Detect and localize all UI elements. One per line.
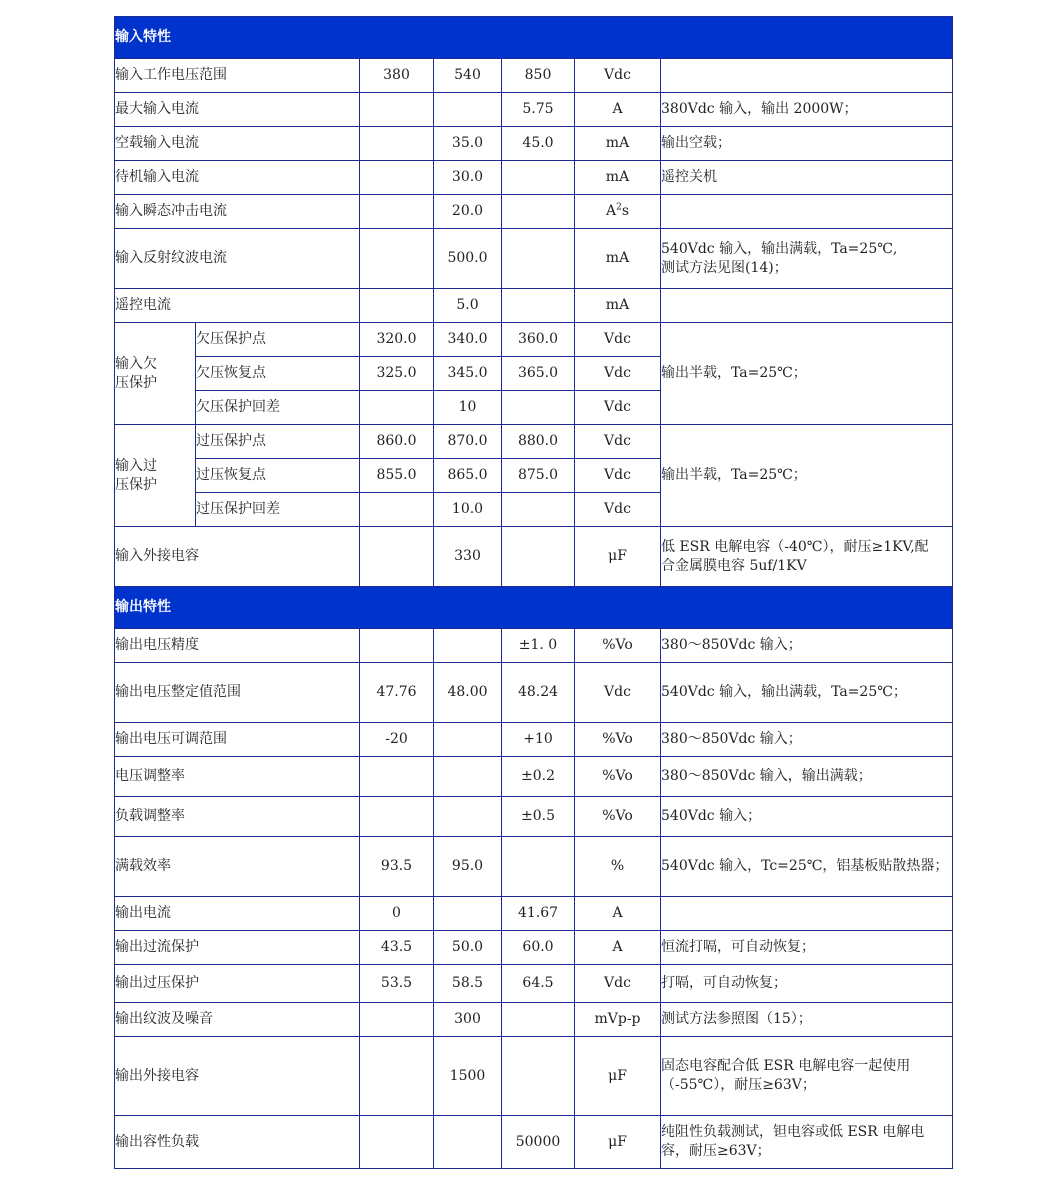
param-name: 输出电流: [115, 897, 360, 931]
unit: %Vo: [575, 629, 661, 663]
unit: %: [575, 837, 661, 897]
typ-value: 95.0: [434, 837, 502, 897]
min-value: [360, 1003, 434, 1037]
unit: mA: [575, 161, 661, 195]
unit-base: A: [605, 203, 617, 219]
typ-value: 35.0: [434, 127, 502, 161]
unit: Vdc: [575, 357, 661, 391]
table-row: [115, 897, 953, 931]
min-value: [360, 1037, 434, 1116]
min-value: [360, 527, 434, 587]
unit: Vdc: [575, 59, 661, 93]
typ-value: 5.0: [434, 289, 502, 323]
param-name: 输出电压精度: [115, 629, 360, 663]
typ-value: 340.0: [434, 323, 502, 357]
min-value: 320.0: [360, 323, 434, 357]
unit-superscript: 2: [616, 202, 622, 213]
param-name: 过压恢复点: [196, 459, 360, 493]
typ-value: 10.0: [434, 493, 502, 527]
note: [661, 289, 953, 323]
max-value: 41.67: [502, 897, 575, 931]
min-value: [360, 797, 434, 837]
param-name: 欠压恢复点: [196, 357, 360, 391]
group-label-line: 输入欠: [115, 355, 157, 372]
table-row: [115, 663, 953, 723]
unit: μF: [575, 1116, 661, 1169]
min-value: [360, 391, 434, 425]
note: 380Vdc 输入，输出 2000W；: [661, 93, 953, 127]
unit-tail: s: [621, 203, 630, 219]
param-name: 输出外接电容: [115, 1037, 360, 1116]
param-name: 输出容性负载: [115, 1116, 360, 1169]
min-value: 855.0: [360, 459, 434, 493]
table-row: [115, 323, 953, 357]
min-value: [360, 93, 434, 127]
table-row: [115, 723, 953, 757]
section-header-input: [115, 17, 953, 59]
typ-value: 300: [434, 1003, 502, 1037]
note: [661, 59, 953, 93]
unit: μF: [575, 527, 661, 587]
unit: Vdc: [575, 459, 661, 493]
table-row: [115, 161, 953, 195]
table-row: [115, 93, 953, 127]
min-value: 325.0: [360, 357, 434, 391]
table-row: [115, 797, 953, 837]
param-name: 负载调整率: [115, 797, 360, 837]
max-value: [502, 229, 575, 289]
note-line: 低 ESR 电解电容（-40℃），耐压≥1KV,配: [661, 538, 929, 555]
unit: %Vo: [575, 723, 661, 757]
param-name: 输出过流保护: [115, 931, 360, 965]
table-row: [115, 229, 953, 289]
max-value: 48.24: [502, 663, 575, 723]
spec-table: [114, 16, 953, 1169]
max-value: +10: [502, 723, 575, 757]
unit: Vdc: [575, 391, 661, 425]
max-value: 365.0: [502, 357, 575, 391]
unit: mVp-p: [575, 1003, 661, 1037]
unit: [575, 195, 661, 229]
table-row: [115, 289, 953, 323]
param-name: 最大输入电流: [115, 93, 360, 127]
typ-value: 870.0: [434, 425, 502, 459]
unit: Vdc: [575, 323, 661, 357]
table-row: [115, 1116, 953, 1169]
typ-value: 540: [434, 59, 502, 93]
typ-value: 10: [434, 391, 502, 425]
max-value: 850: [502, 59, 575, 93]
note: [661, 229, 953, 289]
typ-value: [434, 897, 502, 931]
note: 380～850Vdc 输入；: [661, 629, 953, 663]
param-name: 空载输入电流: [115, 127, 360, 161]
max-value: 64.5: [502, 965, 575, 1003]
min-value: [360, 195, 434, 229]
note: 打嗝，可自动恢复；: [661, 965, 953, 1003]
group-label-line: 输入过: [115, 457, 157, 474]
table-row: [115, 59, 953, 93]
min-value: [360, 629, 434, 663]
note: [661, 195, 953, 229]
note: 测试方法参照图（15）；: [661, 1003, 953, 1037]
max-value: 880.0: [502, 425, 575, 459]
note-line: 合金属膜电容 5uf/1KV: [661, 557, 807, 574]
note: [661, 1037, 953, 1116]
min-value: [360, 1116, 434, 1169]
table-row: [115, 527, 953, 587]
unit: A: [575, 931, 661, 965]
typ-value: 20.0: [434, 195, 502, 229]
typ-value: 1500: [434, 1037, 502, 1116]
group-label-line: 压保护: [115, 374, 157, 391]
note: [661, 897, 953, 931]
min-value: [360, 161, 434, 195]
min-value: 0: [360, 897, 434, 931]
min-value: [360, 289, 434, 323]
param-name: 过压保护回差: [196, 493, 360, 527]
note: 输出半载，Ta=25℃；: [661, 323, 953, 425]
unit: %Vo: [575, 797, 661, 837]
section-title: 输入特性: [115, 17, 953, 59]
max-value: ±0.2: [502, 757, 575, 797]
max-value: [502, 289, 575, 323]
typ-value: 345.0: [434, 357, 502, 391]
unit: mA: [575, 229, 661, 289]
unit: mA: [575, 127, 661, 161]
min-value: [360, 757, 434, 797]
param-name: 输出电压可调范围: [115, 723, 360, 757]
table-row: [115, 1003, 953, 1037]
section-header-output: [115, 587, 953, 629]
typ-value: [434, 1116, 502, 1169]
typ-value: [434, 723, 502, 757]
unit: Vdc: [575, 663, 661, 723]
unit: A: [575, 897, 661, 931]
max-value: 360.0: [502, 323, 575, 357]
param-name: 输入外接电容: [115, 527, 360, 587]
group-label-ov: [115, 425, 196, 527]
param-name: 输出过压保护: [115, 965, 360, 1003]
table-row: [115, 1037, 953, 1116]
note-line: 纯阻性负载测试，钽电容或低 ESR 电解电: [661, 1124, 925, 1140]
min-value: 43.5: [360, 931, 434, 965]
max-value: 50000: [502, 1116, 575, 1169]
param-name: 待机输入电流: [115, 161, 360, 195]
min-value: [360, 229, 434, 289]
max-value: 45.0: [502, 127, 575, 161]
note-line: 容，耐压≥63V；: [661, 1143, 771, 1159]
group-label-line: 压保护: [115, 476, 157, 493]
typ-value: 865.0: [434, 459, 502, 493]
table-row: [115, 629, 953, 663]
table-row: [115, 757, 953, 797]
param-name: 遥控电流: [115, 289, 360, 323]
param-name: 输出纹波及噪音: [115, 1003, 360, 1037]
note: 恒流打嗝，可自动恢复；: [661, 931, 953, 965]
typ-value: 500.0: [434, 229, 502, 289]
param-name: 过压保护点: [196, 425, 360, 459]
note-line: （-55℃），耐压≥63V；: [661, 1077, 816, 1093]
max-value: [502, 195, 575, 229]
param-name: 输入瞬态冲击电流: [115, 195, 360, 229]
table-row: [115, 127, 953, 161]
typ-value: [434, 797, 502, 837]
max-value: ±1. 0: [502, 629, 575, 663]
max-value: 5.75: [502, 93, 575, 127]
min-value: [360, 493, 434, 527]
note: [661, 527, 953, 587]
param-name: 欠压保护点: [196, 323, 360, 357]
unit: Vdc: [575, 425, 661, 459]
unit: mA: [575, 289, 661, 323]
max-value: 60.0: [502, 931, 575, 965]
note: 输出空载；: [661, 127, 953, 161]
note-line: 固态电容配合低 ESR 电解电容一起使用: [661, 1058, 911, 1074]
typ-value: 58.5: [434, 965, 502, 1003]
section-title: 输出特性: [115, 587, 953, 629]
param-name: 输入工作电压范围: [115, 59, 360, 93]
note-line: 540Vdc 输入，输出满载，Ta=25℃,: [661, 240, 898, 257]
max-value: [502, 161, 575, 195]
typ-value: 30.0: [434, 161, 502, 195]
note: 380～850Vdc 输入；: [661, 723, 953, 757]
max-value: 875.0: [502, 459, 575, 493]
note: 输出半载，Ta=25℃；: [661, 425, 953, 527]
min-value: 93.5: [360, 837, 434, 897]
unit: μF: [575, 1037, 661, 1116]
max-value: [502, 1037, 575, 1116]
max-value: [502, 391, 575, 425]
unit: %Vo: [575, 757, 661, 797]
param-name: 欠压保护回差: [196, 391, 360, 425]
unit: Vdc: [575, 493, 661, 527]
group-label-uv: [115, 323, 196, 425]
note: 540Vdc 输入，输出满载，Ta=25℃；: [661, 663, 953, 723]
min-value: 860.0: [360, 425, 434, 459]
typ-value: 48.00: [434, 663, 502, 723]
min-value: [360, 127, 434, 161]
note-line: 测试方法见图(14)；: [661, 259, 788, 276]
table-row: [115, 425, 953, 459]
typ-value: 50.0: [434, 931, 502, 965]
min-value: 380: [360, 59, 434, 93]
min-value: 53.5: [360, 965, 434, 1003]
min-value: -20: [360, 723, 434, 757]
note: 遥控关机: [661, 161, 953, 195]
table-row: [115, 931, 953, 965]
param-name: 满载效率: [115, 837, 360, 897]
max-value: [502, 527, 575, 587]
param-name: 输出电压整定值范围: [115, 663, 360, 723]
typ-value: 330: [434, 527, 502, 587]
typ-value: [434, 93, 502, 127]
table-row: [115, 837, 953, 897]
max-value: [502, 837, 575, 897]
max-value: ±0.5: [502, 797, 575, 837]
unit: Vdc: [575, 965, 661, 1003]
table-row: [115, 965, 953, 1003]
param-name: 输入反射纹波电流: [115, 229, 360, 289]
note: [661, 1116, 953, 1169]
note: 380～850Vdc 输入，输出满载；: [661, 757, 953, 797]
max-value: [502, 1003, 575, 1037]
max-value: [502, 493, 575, 527]
typ-value: [434, 757, 502, 797]
param-name: 电压调整率: [115, 757, 360, 797]
table-row: [115, 195, 953, 229]
min-value: 47.76: [360, 663, 434, 723]
unit: A: [575, 93, 661, 127]
note: 540Vdc 输入，Tc=25℃，铝基板贴散热器；: [661, 837, 953, 897]
typ-value: [434, 629, 502, 663]
note: 540Vdc 输入；: [661, 797, 953, 837]
